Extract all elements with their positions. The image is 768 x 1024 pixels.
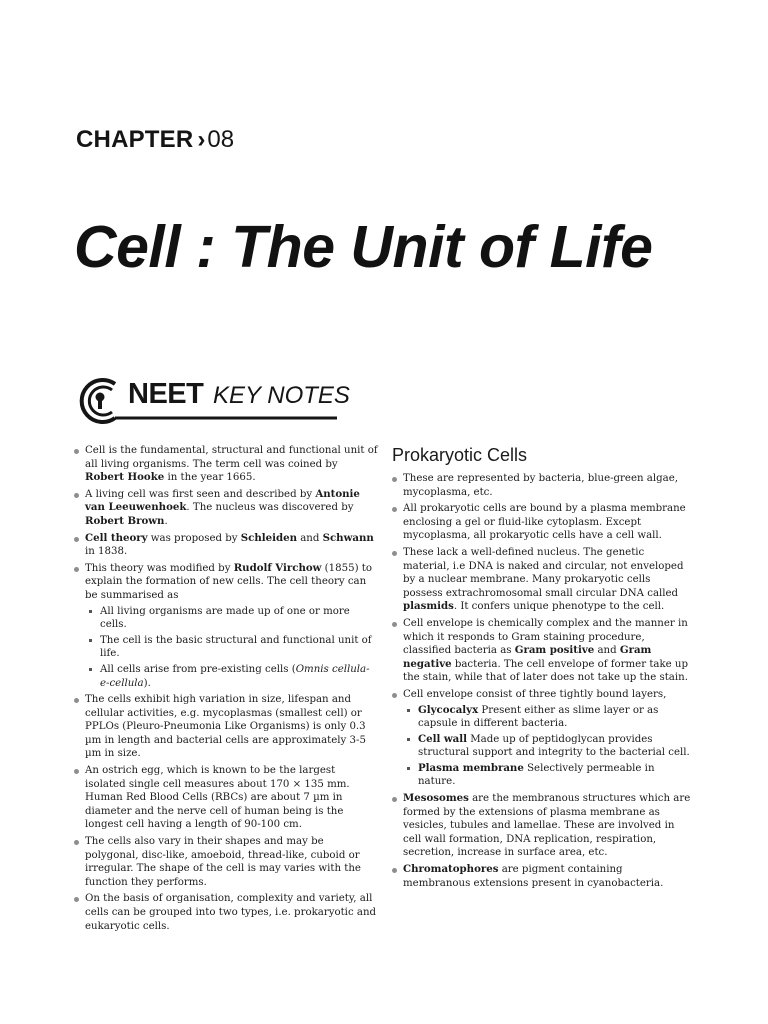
sub-list-item: All living organisms are made up of one or more cells. bbox=[85, 605, 378, 632]
sub-list-item: The cell is the basic structural and functional unit of life. bbox=[85, 634, 378, 661]
key-notes-label: KEY NOTES bbox=[213, 382, 350, 409]
list-item: This theory was modified by Rudolf Virchow (1855) to explain the formation of new cells. The cell theory can be summarised as All living organisms are made up of one or more cells. The cell is the basic structural and functional unit of life. All cells arise from pre-existing cells (Omnis cellula-e-cellula). bbox=[72, 562, 378, 690]
right-bullet-list bbox=[390, 472, 692, 890]
list-item: Cell theory was proposed by Schleiden and Schwann in 1838. bbox=[72, 532, 378, 559]
cell-theory-sublist bbox=[85, 605, 378, 691]
page-title: Cell : The Unit of Life bbox=[74, 214, 653, 280]
list-item: On the basis of organisation, complexity and variety, all cells can be grouped into two types, i.e. prokaryotic and eukaryotic cells. bbox=[72, 892, 378, 933]
sub-list-item: Glycocalyx Present either as slime layer or as capsule in different bacteria. bbox=[403, 704, 692, 731]
section-heading: Prokaryotic Cells bbox=[392, 445, 528, 465]
chapter-word: CHAPTER bbox=[76, 126, 194, 153]
list-item: Cell is the fundamental, structural and functional unit of all living organisms. The term cell was coined by Robert Hooke in the year 1665. bbox=[72, 444, 378, 485]
list-item: These lack a well-defined nucleus. The genetic material, i.e DNA is naked and circular, not enveloped by a nuclear membrane. Many prokaryotic cells possess extrachromosomal small circular DNA called plasmids. It confers unique phenotype to the cell. bbox=[390, 546, 692, 614]
list-item: Cell envelope is chemically complex and the manner in which it responds to Gram staining procedure, classified bacteria as Gram positive and Gram negative bacteria. The cell envelope of former take up the stain, while that of later does not take up the stain. bbox=[390, 617, 692, 685]
right-column bbox=[390, 444, 692, 893]
left-bullet-list bbox=[72, 444, 378, 933]
sub-list-item: Plasma membrane Selectively permeable in nature. bbox=[403, 762, 692, 789]
list-item: These are represented by bacteria, blue-green algae, mycoplasma, etc. bbox=[390, 472, 692, 499]
neet-brand: NEET bbox=[128, 378, 204, 410]
list-item: Mesosomes are the membranous structures which are formed by the extensions of plasma membrane as vesicles, tubules and lamellae. These are involved in cell wall formation, DNA replication, respiration, secretion, increase in surface area, etc. bbox=[390, 792, 692, 860]
neet-key-notes-logo bbox=[75, 373, 350, 427]
list-item: Cell envelope consist of three tightly bound layers, Glycocalyx Present either as slime layer or as capsule in different bacteria. Cell wall Made up of peptidoglycan provides structural support and integrity to the bacterial cell. Plasma membrane Selectively permeable in nature. bbox=[390, 688, 692, 789]
chapter-number: 08 bbox=[207, 126, 235, 153]
chevron-right-icon: › bbox=[197, 126, 206, 153]
list-item: An ostrich egg, which is known to be the largest isolated single cell measures about 170 × 135 mm. Human Red Blood Cells (RBCs) are about 7 µm in diameter and the nerve cell of human being is the longest cell having a length of 90-100 cm. bbox=[72, 764, 378, 832]
chapter-label bbox=[76, 126, 234, 154]
list-item: The cells also vary in their shapes and may be polygonal, disc-like, amoeboid, thread-like, cuboid or irregular. The shape of the cell is may varies with the function they performs. bbox=[72, 835, 378, 889]
cell-envelope-sublist bbox=[403, 704, 692, 790]
list-item: Chromatophores are pigment containing membranous extensions present in cyanobacteria. bbox=[390, 863, 692, 890]
sub-list-item: Cell wall Made up of peptidoglycan provides structural support and integrity to the bacterial cell. bbox=[403, 733, 692, 760]
list-item: All prokaryotic cells are bound by a plasma membrane enclosing a gel or fluid-like cytoplasm. Except mycoplasma, all prokaryotic cells have a cell wall. bbox=[390, 502, 692, 543]
left-column bbox=[72, 444, 378, 936]
list-item: The cells exhibit high variation in size, lifespan and cellular activities, e.g. mycoplasmas (smallest cell) or PPLOs (Pleuro-Pneumonia Like Organisms) is only 0.3 µm in length and bacterial cells are approximately 3-5 µm in size. bbox=[72, 693, 378, 761]
list-item: A living cell was first seen and described by Antonie van Leeuwenhoek. The nucleus was discovered by Robert Brown. bbox=[72, 488, 378, 529]
sub-list-item: All cells arise from pre-existing cells (Omnis cellula-e-cellula). bbox=[85, 663, 378, 690]
